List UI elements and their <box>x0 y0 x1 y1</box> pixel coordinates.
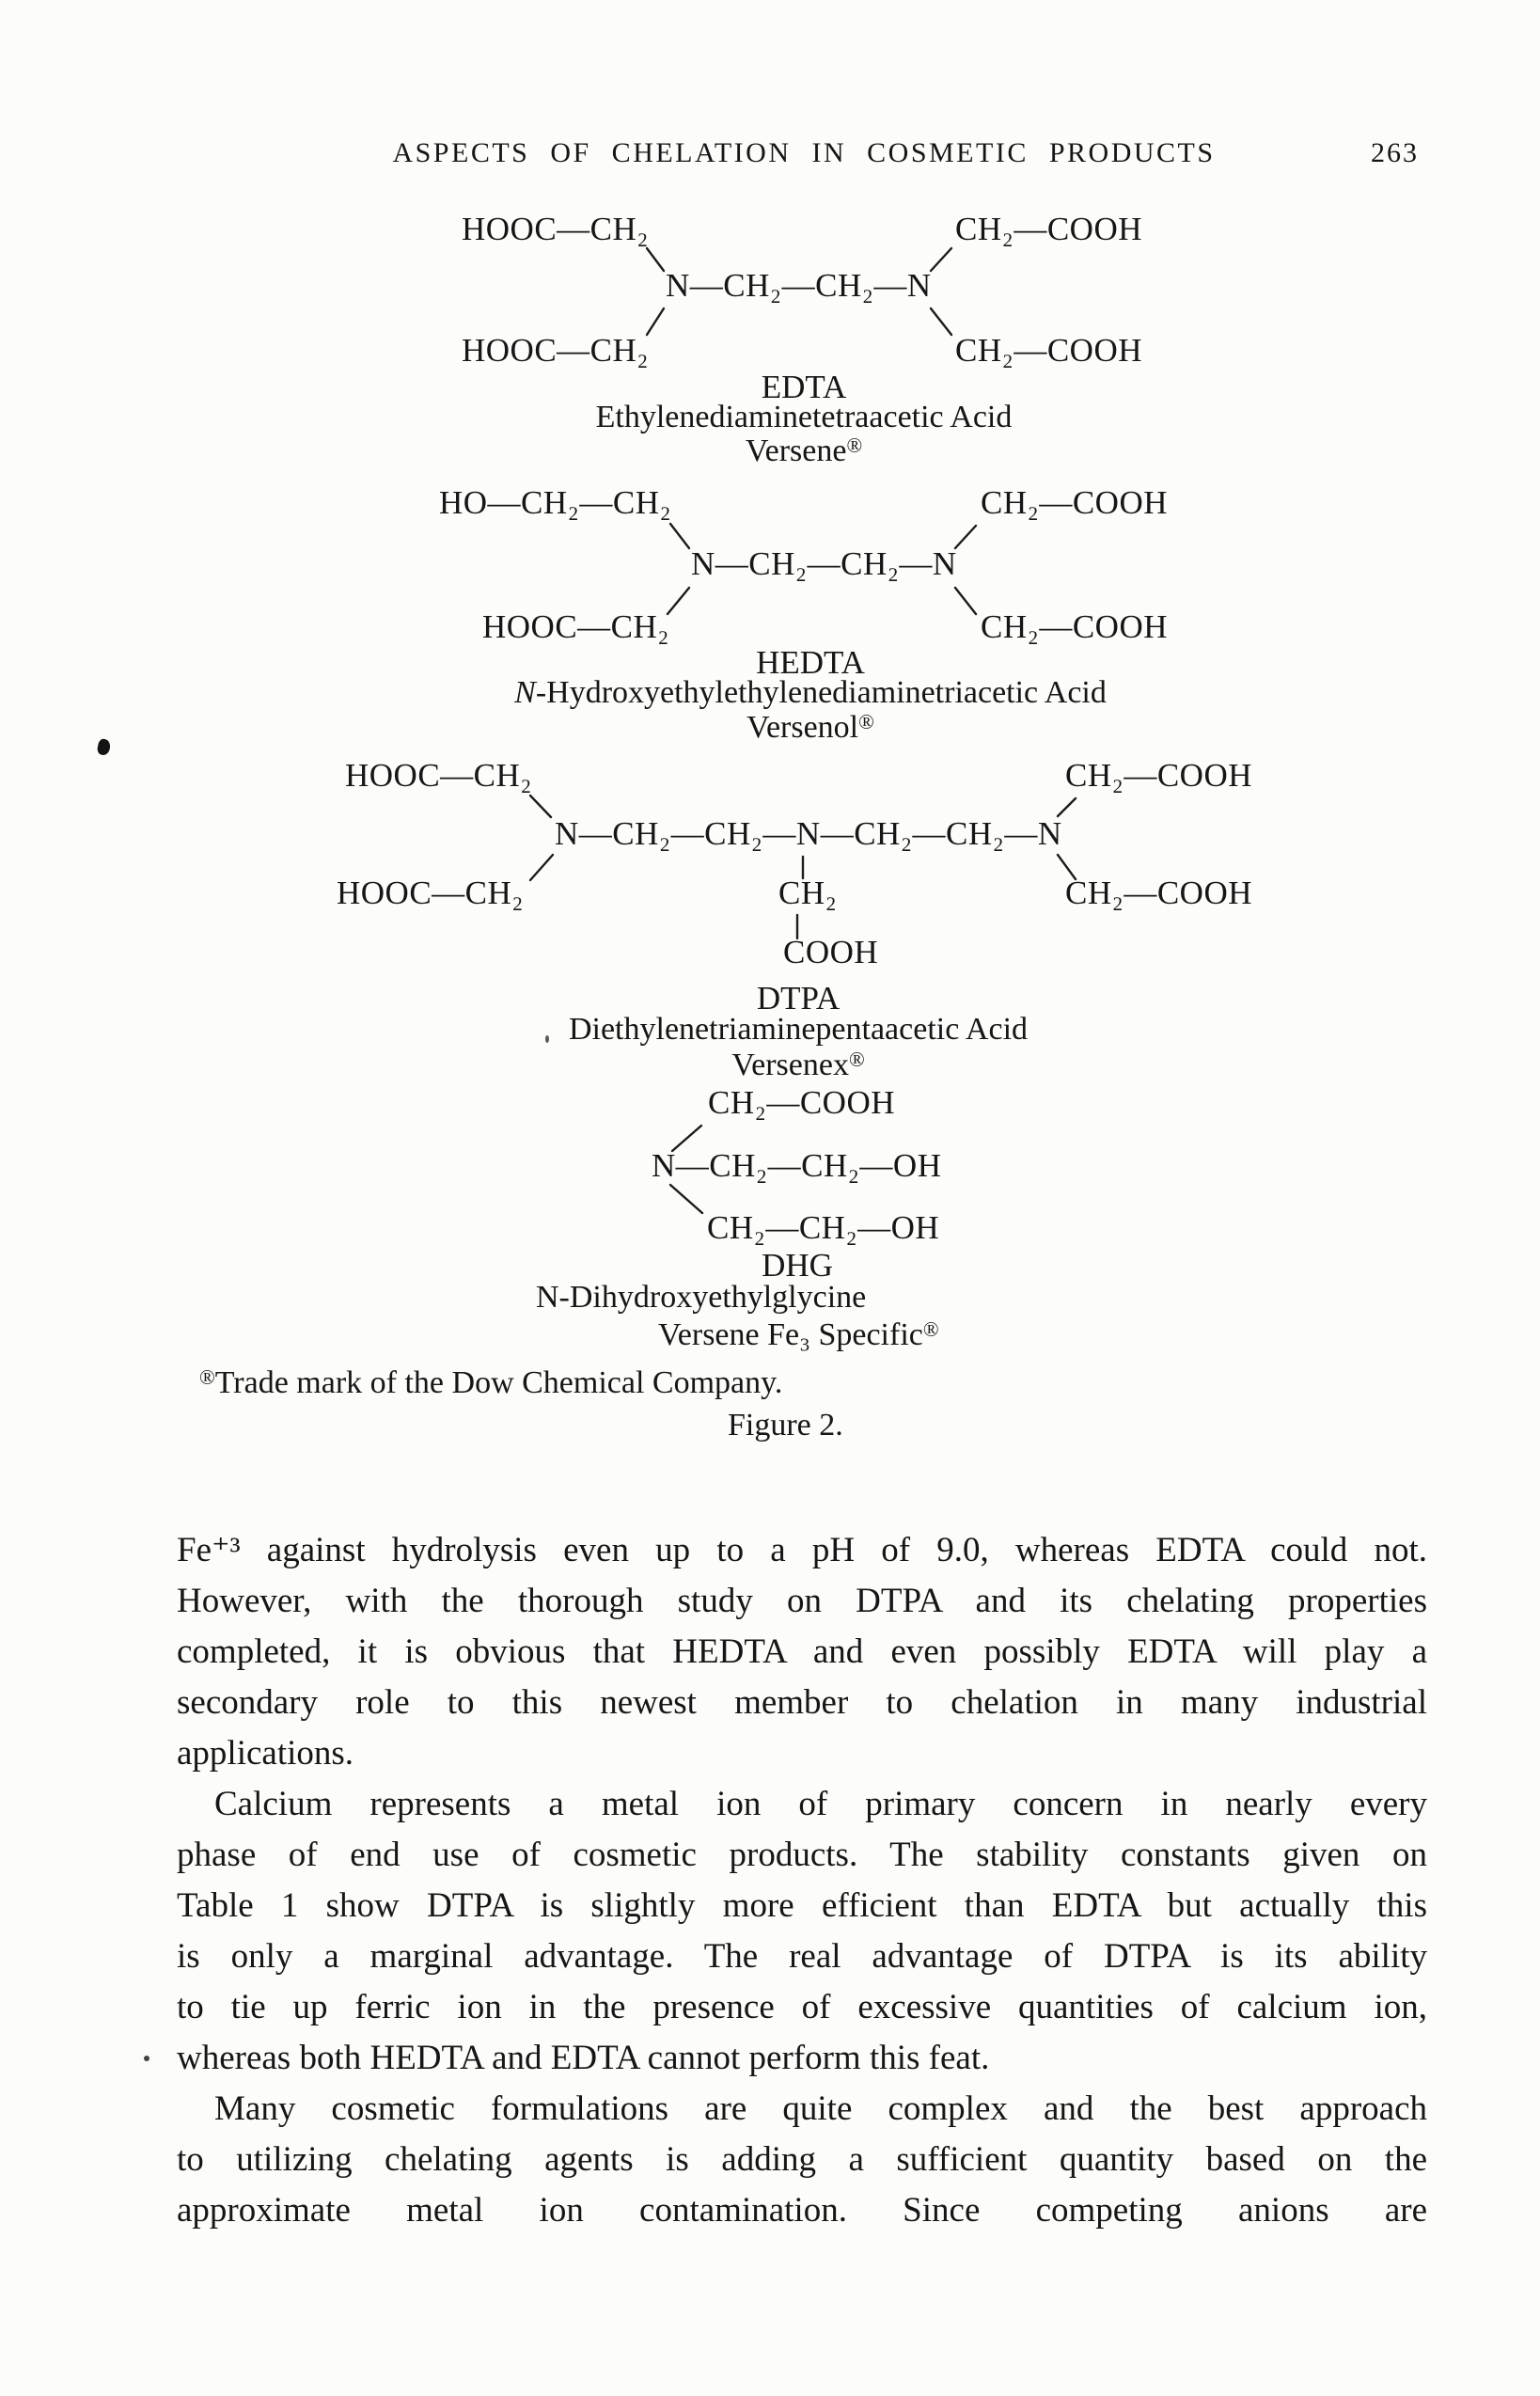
edta-arm-top-left: HOOC—CH₂ <box>462 211 649 247</box>
registered-trademark-icon: ® <box>199 1365 215 1389</box>
body-text-line: to tie up ferric ion in the presence of excessive quantities of calcium ion, <box>177 1988 1427 2026</box>
hedta-trade-text: Versenol <box>746 710 859 745</box>
dtpa-trade-name <box>323 1043 1273 1082</box>
edta-arm-bottom-right: CH₂—COOH <box>955 332 1142 369</box>
ink-blob-artifact <box>96 738 111 756</box>
dtpa-arm-bottom-right: CH₂—COOH <box>1065 875 1252 911</box>
body-text-line: is only a marginal advantage. The real advantage of DTPA is its ability <box>177 1937 1427 1976</box>
dtpa-chemical-name: Diethylenetriaminepentaacetic Acid <box>568 1012 1029 1047</box>
body-text-line: whereas both HEDTA and EDTA cannot perform this feat. <box>177 2039 990 2077</box>
hedta-abbreviation: HEDTA <box>756 644 865 681</box>
ink-dot-artifact <box>545 1035 549 1043</box>
hedta-structure <box>423 484 1175 748</box>
body-text-line: secondary role to this newest member to chelation in many industrial <box>177 1683 1427 1722</box>
dhg-trade-text: Versene Fe₃ Specific <box>658 1317 923 1352</box>
paragraph <box>177 2084 1427 2236</box>
edta-chemical-name: Ethylenediaminetetraacetic Acid <box>595 400 1013 434</box>
dtpa-backbone: N—CH₂—CH₂—N—CH₂—CH₂—N <box>555 815 1062 852</box>
edta-trade-name <box>432 429 1175 468</box>
body-text-line: approximate metal ion contamination. Since competing anions are <box>177 2191 1427 2230</box>
body-text-line: However, with the thorough study on DTPA and its chelating properties <box>177 1582 1427 1620</box>
dhg-structure <box>583 1081 987 1298</box>
hedta-trade-name <box>434 705 1186 745</box>
dtpa-structure <box>310 757 1260 1082</box>
running-head-title: ASPECTS OF CHELATION IN COSMETIC PRODUCTS <box>392 137 1216 168</box>
edta-arm-top-right: CH₂—COOH <box>955 211 1142 247</box>
registered-trademark-icon: ® <box>922 1317 939 1341</box>
body-text-line: applications. <box>177 1734 354 1773</box>
dtpa-center-ch2: CH₂ <box>778 875 838 911</box>
hedta-name-italic-n: N <box>514 675 536 710</box>
dhg-arm-top: CH₂—COOH <box>708 1084 895 1121</box>
body-text-line: Fe⁺³ against hydrolysis even up to a pH of 9.0, whereas EDTA could not. <box>177 1531 1427 1569</box>
body-text-line: Many cosmetic formulations are quite complex and the best approach <box>214 2089 1427 2128</box>
registered-trademark-icon: ® <box>858 710 874 733</box>
edta-structure <box>423 212 1166 470</box>
paragraph <box>177 1525 1427 1779</box>
dtpa-abbreviation: DTPA <box>756 980 841 1017</box>
dhg-arm-bottom: CH₂—CH₂—OH <box>707 1209 940 1246</box>
trademark-footnote <box>199 1360 782 1400</box>
dhg-trade-name <box>658 1312 939 1352</box>
registered-trademark-icon: ® <box>846 433 863 457</box>
edta-backbone: N—CH₂—CH₂—N <box>666 267 932 304</box>
ink-dot-artifact <box>144 2056 149 2061</box>
dhg-chemical-name: N-Dihydroxyethylglycine <box>536 1280 867 1315</box>
paragraph <box>177 1779 1427 2084</box>
edta-abbreviation: EDTA <box>761 369 847 405</box>
trademark-footnote-text: Trade mark of the Dow Chemical Company. <box>214 1365 783 1400</box>
dtpa-trade-text: Versenex <box>731 1048 849 1082</box>
figure-caption: Figure 2. <box>728 1408 843 1442</box>
edta-arm-bottom-left: HOOC—CH₂ <box>462 332 649 369</box>
body-text-block <box>177 1525 1427 2236</box>
body-text-line: completed, it is obvious that HEDTA and even possibly EDTA will play a <box>177 1632 1427 1671</box>
edta-trade-text: Versene <box>745 433 847 468</box>
body-text-line: Calcium represents a metal ion of primary concern in nearly every <box>214 1785 1427 1823</box>
dtpa-arm-bottom-left: HOOC—CH₂ <box>337 875 524 911</box>
dhg-abbreviation: DHG <box>762 1247 833 1284</box>
dhg-backbone: N—CH₂—CH₂—OH <box>652 1147 942 1184</box>
hedta-arm-bottom-left: HOOC—CH₂ <box>482 608 669 645</box>
hedta-name-rest: -Hydroxyethylethylenediaminetriacetic Acid <box>535 675 1107 710</box>
registered-trademark-icon: ® <box>848 1048 865 1071</box>
hedta-arm-top-left: HO—CH₂—CH₂ <box>439 484 672 521</box>
hedta-arm-top-right: CH₂—COOH <box>981 484 1168 521</box>
body-text-line: Table 1 show DTPA is slightly more efficient than EDTA but actually this <box>177 1886 1427 1925</box>
body-text-line: to utilizing chelating agents is adding a sufficient quantity based on the <box>177 2140 1427 2179</box>
hedta-arm-bottom-right: CH₂—COOH <box>981 608 1168 645</box>
dtpa-arm-top-right: CH₂—COOH <box>1065 757 1252 794</box>
body-text-line: phase of end use of cosmetic products. The stability constants given on <box>177 1836 1427 1874</box>
dtpa-arm-top-left: HOOC—CH₂ <box>345 757 532 794</box>
dtpa-center-cooh: COOH <box>783 934 879 970</box>
page-number: 263 <box>1371 137 1419 168</box>
hedta-backbone: N—CH₂—CH₂—N <box>691 545 957 582</box>
